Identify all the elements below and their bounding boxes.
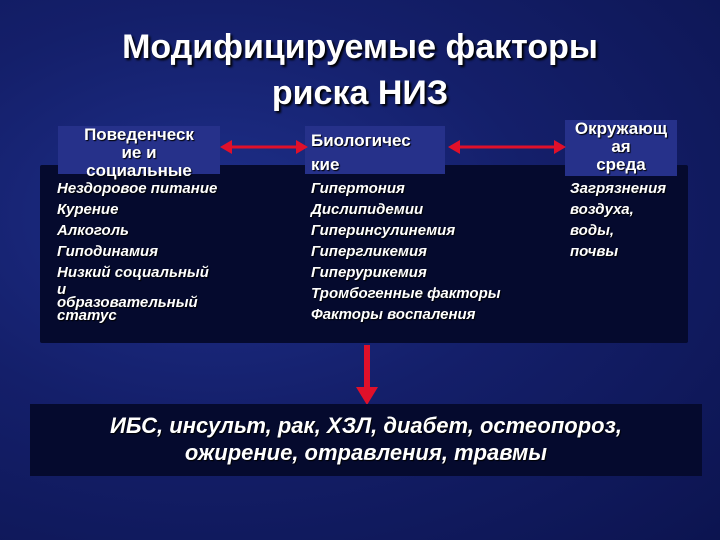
list-item: Гипертония xyxy=(311,180,405,197)
environmental-list xyxy=(570,178,666,262)
outcome-text xyxy=(30,412,702,466)
list-item: Дислипидемии xyxy=(311,201,424,218)
list-item: статус xyxy=(57,307,117,324)
environmental-header xyxy=(565,120,677,176)
outcome-line-1: ИБС, инсульт, рак, ХЗЛ, диабет, остеопороз, xyxy=(110,413,622,438)
behavioral-header-line: ие и xyxy=(121,143,157,162)
list-item: Тромбогенные факторы xyxy=(311,285,501,302)
list-item: Низкий социальный xyxy=(57,264,209,281)
list-item: образовательный xyxy=(57,294,198,311)
list-item: Гипергликемия xyxy=(311,243,428,260)
list-item: Нездоровое питание xyxy=(57,180,218,197)
down-arrow-icon xyxy=(356,345,378,405)
biological-header-line: кие xyxy=(311,155,340,174)
title-line-1: Модифицируемые факторы xyxy=(122,28,598,66)
behavioral-list xyxy=(57,178,217,322)
list-item: Факторы воспаления xyxy=(311,306,476,323)
double-arrow-icon xyxy=(448,136,566,158)
biological-header xyxy=(305,126,445,174)
behavioral-header-line: Поведенческ xyxy=(84,125,194,144)
list-item: Гиперинсулинемия xyxy=(311,222,456,239)
environmental-header-line: среда xyxy=(596,155,646,174)
environmental-header-line: ая xyxy=(611,137,631,156)
environmental-header-line: Окружающ xyxy=(574,119,668,138)
list-item: почвы xyxy=(570,243,619,260)
title-line-2: риска НИЗ xyxy=(271,74,449,112)
list-item: Гиперурикемия xyxy=(311,264,427,281)
outcome-line-2: ожирение, отравления, травмы xyxy=(184,440,548,465)
list-item: Алкоголь xyxy=(57,222,129,239)
page-title xyxy=(0,24,720,116)
list-item: воздуха, xyxy=(570,201,634,218)
biological-header-line: Биологичес xyxy=(311,131,411,150)
biological-list xyxy=(311,178,501,325)
list-item: воды, xyxy=(570,222,615,239)
double-arrow-icon xyxy=(220,136,308,158)
list-item: и xyxy=(57,281,67,298)
list-item: Гиподинамия xyxy=(57,243,159,260)
list-item: Загрязнения xyxy=(570,180,667,197)
behavioral-header xyxy=(58,125,220,180)
behavioral-header-line: социальные xyxy=(86,161,192,180)
list-item: Курение xyxy=(57,201,119,218)
